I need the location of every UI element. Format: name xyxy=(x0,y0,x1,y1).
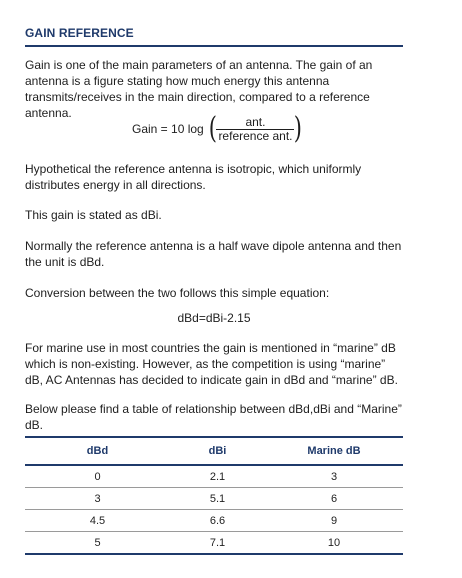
paragraph-marine: For marine use in most countries the gain is mentioned in “marine” dB which is non-existing. However, as the competition is using “marine” dB, AC Antennas has decided to indicate gain in dBd and “marine” dB. xyxy=(25,341,398,387)
header-marine-db: Marine dB xyxy=(307,445,361,457)
right-paren: ) xyxy=(294,111,303,146)
cell-dbd: 5 xyxy=(25,532,170,555)
conversion-equation: dBd=dBi-2.15 xyxy=(177,311,251,325)
table-row xyxy=(25,510,403,532)
table-row xyxy=(25,488,403,510)
formula-denominator: reference ant. xyxy=(218,128,293,143)
paragraph-isotropic: Hypothetical the reference antenna is isotropic, which uniformly distributes energy in all directions. xyxy=(25,162,362,192)
paragraph-dipole: Normally the reference antenna is a half wave dipole antenna and then the unit is dBd. xyxy=(25,239,402,269)
header-dbd: dBd xyxy=(86,445,109,457)
formula-numerator: ant. xyxy=(245,114,266,129)
gain-relationship-table xyxy=(25,436,403,555)
cell-dbd: 0 xyxy=(25,465,170,488)
cell-dbi: 2.1 xyxy=(170,465,265,488)
cell-marine-db: 9 xyxy=(265,510,403,532)
cell-dbi: 5.1 xyxy=(170,488,265,510)
formula-prefix: Gain = 10 log xyxy=(132,122,204,136)
cell-dbi: 6.6 xyxy=(170,510,265,532)
cell-dbd: 4.5 xyxy=(25,510,170,532)
formula-fraction xyxy=(216,116,294,143)
heading-rule xyxy=(25,45,403,47)
paragraph-table-intro: Below please find a table of relationship between dBd,dBi and “Marine” dB. xyxy=(25,402,402,432)
gain-formula xyxy=(132,113,304,145)
table-header-row xyxy=(25,437,403,465)
cell-marine-db: 6 xyxy=(265,488,403,510)
table-row xyxy=(25,465,403,488)
paragraph-conversion: Conversion between the two follows this simple equation: xyxy=(25,286,330,300)
table-row xyxy=(25,532,403,555)
left-paren: ( xyxy=(208,111,217,146)
cell-dbd: 3 xyxy=(25,488,170,510)
header-dbi: dBi xyxy=(208,445,227,457)
cell-dbi: 7.1 xyxy=(170,532,265,555)
paragraph-gain-definition: Gain is one of the main parameters of an antenna. The gain of an antenna is a figure stating how much energy this antenna transmits/receives in the main direction, compared to a reference antenna. xyxy=(25,58,373,120)
cell-marine-db: 3 xyxy=(265,465,403,488)
section-heading: GAIN REFERENCE xyxy=(25,26,134,40)
cell-marine-db: 10 xyxy=(265,532,403,555)
paragraph-dbi: This gain is stated as dBi. xyxy=(25,208,162,222)
